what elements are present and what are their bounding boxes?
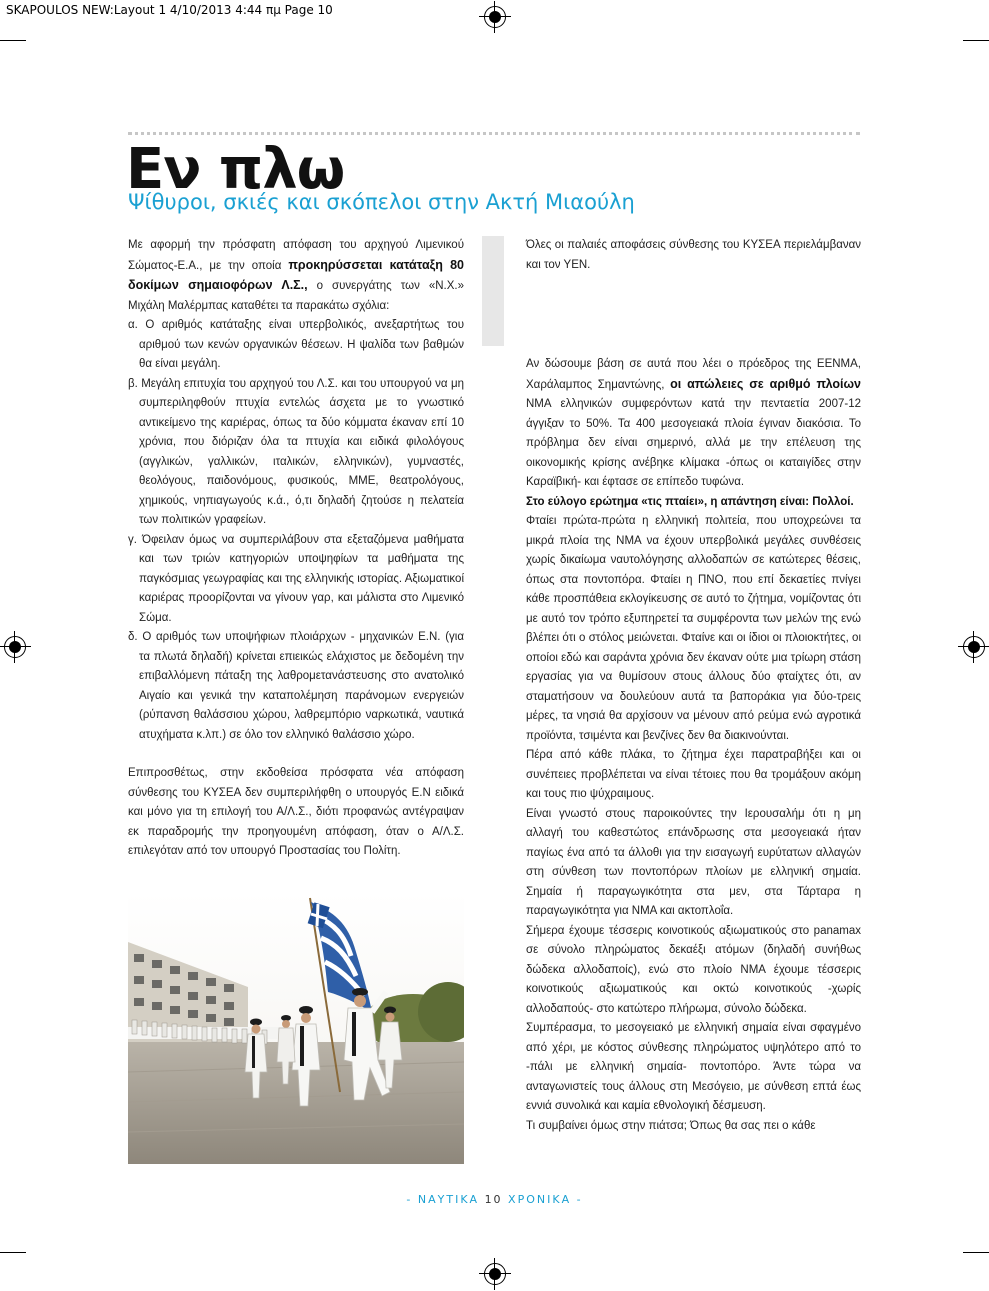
paragraph-text: Αν δώσουμε βάση σε αυτά που λέει ο πρόεδρος της ΕΕΝΜΑ, Χαράλαμπος Σημαντώνης, xyxy=(526,358,861,391)
paragraph xyxy=(526,355,861,493)
right-column xyxy=(526,236,861,1136)
paragraph: Φταίει πρώτα-πρώτα η ελληνική πολιτεία, που υποχρεώνει τα μικρά πλοία της ΝΜΑ να έχουν υπερβολικά μεγάλες συνθέσεις χωρίς δικαίωμα ναυτολόγησης αλλοδαπών σε κατώτερες θέσεις, όπως στα ποντοπόρα. Φταίει η ΠΝΟ, που επί δεκαετίες πνίγει κάθε προσπάθεια εκλογίκευσης σε αυτό το ζήτημα, νομίζοντας ότι με αυτό τον τρόπο εξυπηρετεί τα συμφέροντα των μελών της ενώ βλέπει ότι ο στόλος μειώνεται. Φταίνε και οι ίδιοι οι πλοιοκτήτες, οι οποίοι εδώ και σαράντα χρόνια δεν έκαναν ούτε μια τρίωρη στάση εργασίας για να θυμίσουν στους άλλους δύο φταίχτες ότι, αν σταματήσουν να δουλεύουν αυτά τα βαποράκια για δύο-τρεις μέρες, τα νησιά θα αρχίσουν να μένουν από ρεύμα ενώ αγροτικά προϊόντα, τσιμέντα και βενζίνες δεν θα διακινούνται. xyxy=(526,515,861,742)
intro-paragraph xyxy=(128,236,464,316)
crop-mark xyxy=(963,1252,989,1253)
naval-parade-image xyxy=(128,892,464,1164)
list-item: β. Μεγάλη επιτυχία του αρχηγού του Λ.Σ. και του υπουργού να μη συμπεριληφθούν πτυχία εντελώς άσχετα με το γνωστικό αντικείμενο της καριέρας, όπως τα δύο κόμματα έκαναν επί 10 χρόνια, που διόριζαν όλα τα πτυχία και ειδικά φιλολόγους (αγγλικών, γαλλικών, ιταλικών, ελληνικών), γυμναστές, θεολόγους, παιδονόμους, φυσικούς, ΜΜΕ, θεατρολόγους, χημικούς, νηπιαγωγούς κ.ά., ό,τι δηλαδή ζητούσε η πελατεία των πολιτικών γραφείων. xyxy=(128,377,464,526)
subheading: Στο εύλογο ερώτημα «τις πταίει», η απάντηση είναι: Πολλοί. xyxy=(526,495,854,508)
page-subtitle: Ψίθυροι, σκιές και σκόπελοι στην Ακτή Μιαούλη xyxy=(128,190,635,214)
paragraph: Σήμερα έχουμε τέσσερις κοινοτικούς αξιωματικούς στο panamax σε σύνολο πληρώματος δεκαέξι ατόμων (δηλαδή συνήθως δώδεκα αλλοδαποίς), ενώ στο πλοίο ΝΜΑ έχουμε τέσσερις κοινοτικούς αξιωματικούς και οκτώ κοινοτικούς -χωρίς αλλοδαπούς- στο κατώτερο πλήρωμα, σύνολο δώδεκα. xyxy=(526,924,861,1015)
ceremony-photo xyxy=(128,892,464,1164)
registration-mark-icon xyxy=(484,6,506,28)
page-number: 10 xyxy=(484,1193,503,1206)
list-item: δ. Ο αριθμός των υποψήφιων πλοιάρχων - μηχανικών Ε.Ν. (για τα πλωτά δηλαδή) κρίνεται επιεικώς ελάχιστος με δεδομένη την επιβαλλόμενη πάταξη της λαθρομετανάστευσης στο ανατολικό Αιγαίο και γενικά την καταπολέμηση παράνομων ενεργειών (ρύπανση θαλάσσιου χώρου, λαθρεμπόριο ναρκωτικά, ναυτικά ατυχήματα κ.λπ.) σε όλο τον ελληνικό θαλάσσιο χώρο. xyxy=(128,631,464,741)
crop-mark xyxy=(963,40,989,41)
list-item: γ. Όφειλαν όμως να συμπεριλάβουν στα εξεταζόμενα μαθήματα και των τριών κατηγοριών υποψηφίων τα μαθήματα της παγκόσμιας γεωγραφίας και της ελληνικής ιστορίας. Αξιωματικοί καριέρας προορίζονται να γίνουν γαρ, και μάλιστα στο Λιμενικό Σώμα. xyxy=(128,533,464,624)
intro-highlight: προκηρύσσεται κατάταξη 80 δοκίμων σημαιοφόρων Λ.Σ., xyxy=(128,257,464,292)
paragraph: Είναι γνωστό στους παροικούντες την Ιερουσαλήμ ότι η μη αλλαγή του καθεστώτος επάνδρωσης στα μεσογειακά ήταν παγίως ένα από τα άλλοθι για την εισαγωγή ευρύτατων αλλαγών στη σύνθεση των ποντοπόρων πλοίων με ελληνική σημαία. Σημαία ή παραγωγικότητα στα μεν, στα Τάρταρα η παραγωγικότητα για ΝΜΑ και ακτοπλοΐα. xyxy=(526,807,861,917)
page-footer xyxy=(0,1193,989,1206)
left-column xyxy=(128,236,464,862)
column-divider-ornament xyxy=(482,236,522,346)
crop-mark xyxy=(0,40,26,41)
footer-left: - ΝΑΥΤΙΚΑ xyxy=(406,1193,485,1206)
intro-text: ο συνεργάτης των «Ν.Χ.» Μιχάλη Μαλέρμπας καταθέτει τα παρακάτω σχόλια: xyxy=(128,280,464,312)
paragraph: Όλες οι παλαιές αποφάσεις σύνθεσης του ΚΥΣΕΑ περιελάμβαναν και τον ΥΕΝ. xyxy=(526,239,861,271)
paragraph: Τι συμβαίνει όμως στην πιάτσα; Όπως θα σας πει ο κάθε xyxy=(526,1119,816,1132)
paragraph-text: ΝΜΑ ελληνικών συμφερόντων κατά την πενταετία 2007-12 άγγιξαν το 50%. Τα 400 μεσογειακά πλοία έγιναν διακόσια. Το πρόβλημα δεν είναι σημερινό, αλλά με την επέλευση της οικονομικής κρίσης ανέβηκε κλίμακα -όπως οι καταιγίδες στην Καραϊβική- και έφτασε σε επίπεδο τυφώνα. xyxy=(526,398,861,488)
registration-mark-icon xyxy=(4,636,26,658)
crop-mark xyxy=(0,1252,26,1253)
header-rule xyxy=(128,132,860,135)
print-slug: SKAPOULOS NEW:Layout 1 4/10/2013 4:44 πμ Page 10 xyxy=(6,3,333,17)
closing-paragraph: Επιπροσθέτως, στην εκδοθείσα πρόσφατα νέα απόφαση σύνθεσης του ΚΥΣΕΑ δεν συμπεριλήφθη ο υπουργός Ε.Ν ειδικά και μόνο για τη επιλογή του Α/Λ.Σ., διότι προφανώς αντέγραψαν εκ παραδρομής την προηγουμένη απόφαση, όταν ο Α/Λ.Σ. επιλεγόταν από τον υπουργό Προστασίας του Πολίτη. xyxy=(128,767,464,857)
list-item: α. Ο αριθμός κατάταξης είναι υπερβολικός, ανεξαρτήτως του αριθμού των κενών οργανικών θέσεων. Η ψαλίδα των βαθμών θα είναι μεγάλη. xyxy=(128,319,464,370)
paragraph: Πέρα από κάθε πλάκα, το ζήτημα έχει παρατραβήξει και οι συνέπειες προβλέπεται να είναι τέτοιες που θα τρομάξουν ακόμη και τους πιο ψύχραιμους. xyxy=(526,749,861,800)
registration-mark-icon xyxy=(484,1263,506,1285)
intro-text: Με αφορμή την πρόσφατη απόφαση του αρχηγού Λιμενικού Σώματος-Ε.Α., με την οποία xyxy=(128,239,464,272)
paragraph-highlight: οι απώλειες σε αριθμό πλοίων xyxy=(670,376,861,391)
registration-mark-icon xyxy=(963,636,985,658)
paragraph: Συμπέρασμα, το μεσογειακό με ελληνική σημαία είναι σφαγμένο από χέρι, με κόστος σύνθεσης πληρώματος υψηλότερο από το -πάλι με ελληνική σημαία- ποντοπόρο. Άντε τώρα να ανταγωνιστείς τους άλλους στη Μεσόγειο, με σύνθεση επτά έως εννιά συνολικά και καμία εθνολογική δέσμευση. xyxy=(526,1022,861,1112)
footer-right: ΧΡΟΝΙΚΑ - xyxy=(502,1193,583,1206)
page-title: Εν πλω xyxy=(126,137,345,202)
